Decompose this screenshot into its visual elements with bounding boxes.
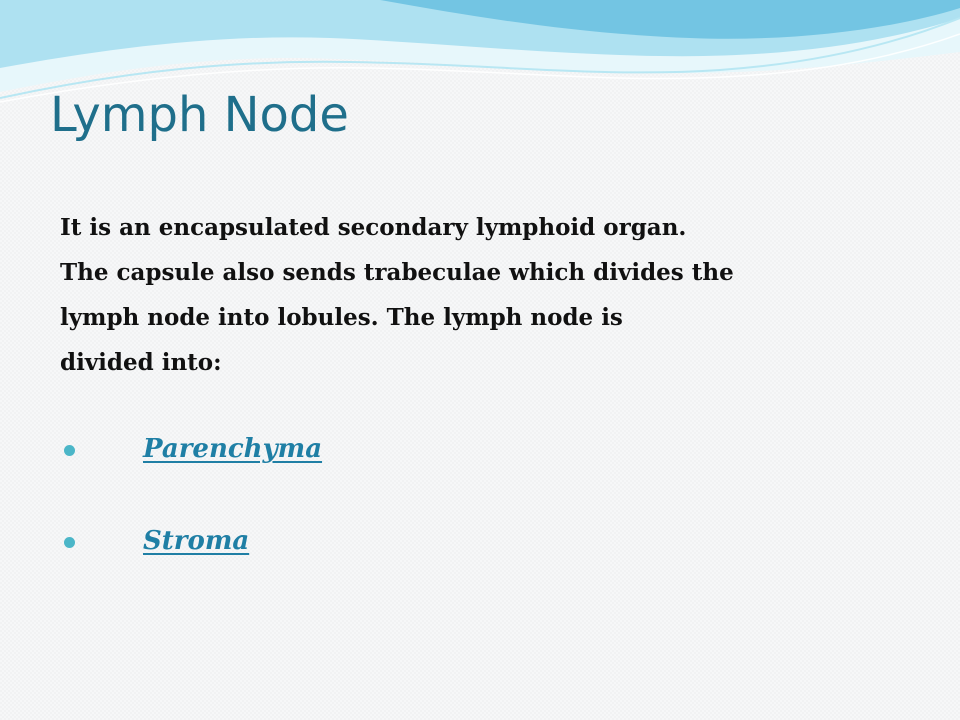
paragraph-line: divided into: [60, 349, 222, 376]
stroma-link[interactable]: Stroma [143, 526, 250, 556]
bullet-dot-icon [64, 537, 75, 548]
parenchyma-link[interactable]: Parenchyma [143, 434, 323, 464]
slide-title: Lymph Node [50, 87, 349, 143]
paragraph-line: It is an encapsulated secondary lymphoid organ. [60, 214, 687, 241]
paragraph-line: lymph node into lobules. The lymph node is [60, 304, 623, 331]
bullet-dot-icon [64, 445, 75, 456]
body-paragraph [60, 205, 905, 385]
paragraph-line: The capsule also sends trabeculae which divides the [60, 259, 734, 286]
